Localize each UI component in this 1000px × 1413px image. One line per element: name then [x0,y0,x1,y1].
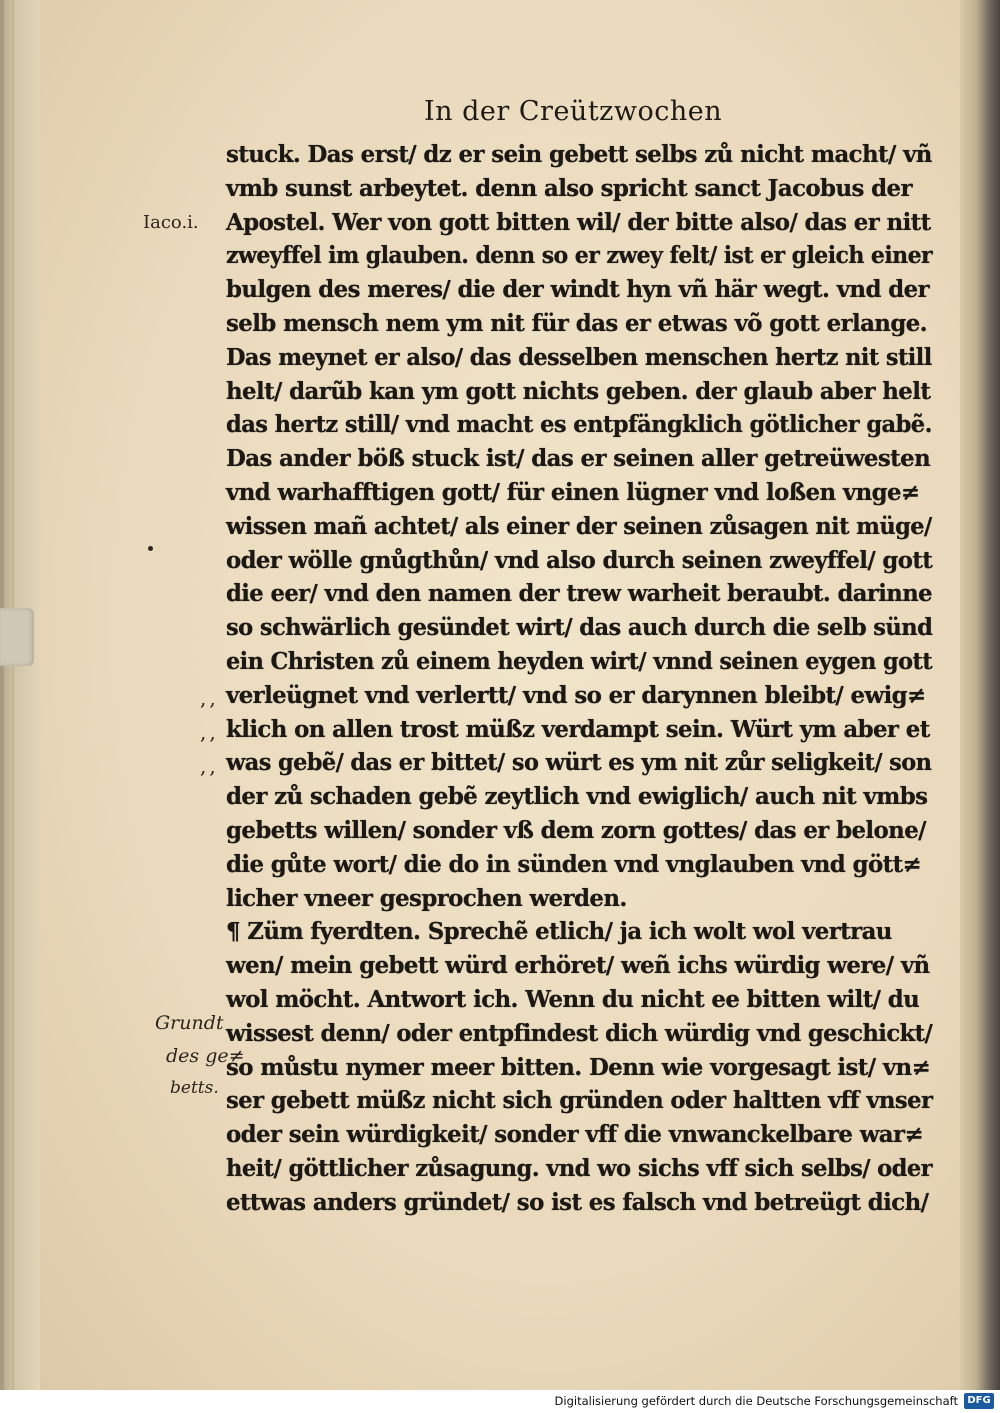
page-tab-marker [0,608,34,666]
text-line: so schwärlich gesündet wirt/ das auch durch die selb sünd [226,614,933,642]
text-line: die gůte wort/ die do in sünden vnd vnglauben vnd gött≠ [226,850,922,878]
margin-quote-mark: ,, [200,686,219,710]
text-line: selb mensch nem ym nit für das er etwas võ gott erlange. [226,309,928,337]
text-line: bulgen des meres/ die der windt hyn vñ här wegt. vnd der [226,276,929,304]
text-line: der zů schaden gebẽ zeytlich vnd ewiglich/ auch nit vmbs [226,783,928,811]
text-line: stuck. Das erst/ dz er sein gebett selbs zů nicht macht/ vñ [226,141,932,168]
funding-notice: Digitalisierung gefördert durch die Deutsche Forschungsgemeinschaft [554,1394,958,1408]
text-line: das hertz still/ vnd macht es entpfängklich götlicher gabẽ. [226,411,932,439]
binding-edge-left [0,0,40,1390]
text-line: ettwas anders gründet/ so ist es falsch vnd betreügt dich/ [226,1188,929,1216]
text-line: vmb sunst arbeytet. denn also spricht sanct Jacobus der [226,174,912,202]
text-line: Apostel. Wer von gott bitten wil/ der bitte also/ das er nitt [226,208,931,236]
margin-note-line: betts. [170,1078,219,1098]
text-line: zweyffel im glauben. denn so er zwey felt/ ist er gleich einer [226,242,933,270]
text-line: wol möcht. Antwort ich. Wenn du nicht ee bitten wilt/ du [226,985,920,1013]
text-line: so můstu nymer meer bitten. Denn wie vorgesagt ist/ vn≠ [226,1053,931,1081]
body-text [226,138,936,1220]
text-line: Das meynet er also/ das desselben menschen hertz nit still [226,343,932,371]
margin-quote-mark: ,, [200,754,219,778]
text-line: helt/ darũb kan ym gott nichts geben. der glaub aber helt [226,377,931,405]
footer-bar [0,1390,1000,1413]
text-line: klich on allen trost müßz verdampt sein. Würt ym aber et [226,715,930,743]
text-line: wen/ mein gebett würd erhöret/ weñ ichs würdig were/ vñ [226,952,930,980]
text-line: verleügnet vnd verlertt/ vnd so er darynnen bleibt/ ewig≠ [226,681,926,709]
text-line: ser gebett müßz nicht sich gründen oder haltten vff vnser [226,1087,933,1115]
margin-quote-mark: ,, [200,720,219,744]
text-line: wissen mañ achtet/ als einer der seinen zůsagen nit müge/ [226,512,932,540]
margin-dot [148,546,153,551]
text-line: oder wölle gnůgthůn/ vnd also durch seinen zweyffel/ gott [226,546,933,574]
text-line: licher vneer gesprochen werden. [226,884,627,912]
page-edge-right [960,0,1000,1390]
text-line: ein Christen zů einem heyden wirt/ vnnd seinen eygen gott [226,647,933,675]
text-line: was gebẽ/ das er bittet/ so würt es ym nit zůr seligkeit/ son [226,749,932,777]
text-line: oder sein würdigkeit/ sonder vff die vnwanckelbare war≠ [226,1121,924,1149]
text-line: Das ander böß stuck ist/ das er seinen aller getreüwesten [226,445,931,473]
text-line: heit/ göttlicher zůsagung. vnd wo sichs vff sich selbs/ oder [226,1154,933,1182]
text-line: wissest denn/ oder entpfindest dich würdig vnd geschickt/ [226,1019,933,1047]
text-line: vnd warhafftigen gott/ für einen lügner vnd loßen vnge≠ [226,478,920,506]
margin-note-line: Grundt [155,1012,224,1034]
text-line: gebetts willen/ sonder vß dem zorn gottes/ das er belone/ [226,816,926,844]
text-line: ¶ Züm fyerdten. Sprechẽ etlich/ ja ich wolt wol vertrau [226,918,892,946]
dfg-logo: DFG [964,1393,994,1409]
margin-scripture-reference: Iaco.i. [143,212,199,233]
text-line: die eer/ vnd den namen der trew warheit beraubt. darinne [226,580,932,608]
margin-note-line: des ge≠ [166,1045,245,1067]
running-head: In der Creützwochen [424,96,723,127]
